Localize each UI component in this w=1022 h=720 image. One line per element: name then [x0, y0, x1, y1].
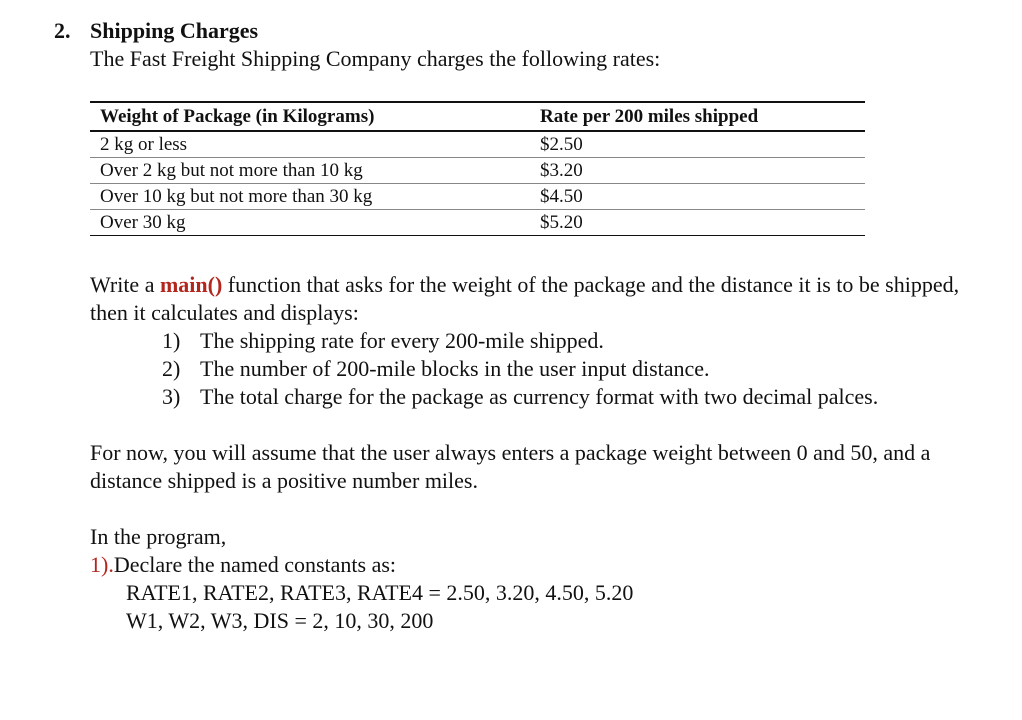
- header-weight: Weight of Package (in Kilograms): [100, 106, 375, 127]
- weight-cell: Over 10 kg but not more than 30 kg: [100, 186, 373, 207]
- program-intro: In the program,: [90, 524, 227, 549]
- weight-cell: 2 kg or less: [100, 134, 188, 155]
- list-item-text: The shipping rate for every 200-mile shipped.: [200, 328, 604, 353]
- rate-cell: $3.20: [540, 160, 583, 181]
- header-rate: Rate per 200 miles shipped: [540, 106, 759, 127]
- table-header-row: [90, 102, 865, 131]
- program-step: [90, 551, 396, 579]
- list-item-text: The number of 200-mile blocks in the user input distance.: [200, 356, 710, 381]
- step-number: 1).: [90, 552, 114, 577]
- rate-cell: $4.50: [540, 186, 583, 207]
- problem-number: 2.: [54, 18, 71, 43]
- weight-cell: Over 2 kg but not more than 10 kg: [100, 160, 363, 181]
- list-item-number: 3): [162, 384, 181, 409]
- table-row: [90, 184, 865, 210]
- problem-intro: The Fast Freight Shipping Company charges the following rates:: [90, 46, 661, 71]
- step-text: Declare the named constants as:: [113, 552, 397, 577]
- requirements-list: [162, 327, 878, 411]
- constants-weights: W1, W2, W3, DIS = 2, 10, 30, 200: [126, 608, 434, 633]
- task-text-post: function that asks for the weight of the package and the distance it is to be shipped, then it calculates and displays:: [90, 272, 960, 325]
- list-item-number: 2): [162, 356, 181, 381]
- problem-title: Shipping Charges: [90, 18, 259, 43]
- task-text-pre: Write a: [90, 272, 160, 297]
- table-row: [90, 131, 865, 158]
- list-item: [162, 383, 878, 411]
- assumption-paragraph: For now, you will assume that the user always enters a package weight between 0 and 50, and a distance shipped is a positive number miles.: [90, 440, 931, 493]
- problem-heading: [54, 18, 258, 44]
- task-paragraph: [90, 271, 980, 327]
- rate-cell: $5.20: [540, 212, 583, 233]
- list-item: [162, 327, 878, 355]
- table-row: [90, 210, 865, 236]
- constants-rates: RATE1, RATE2, RATE3, RATE4 = 2.50, 3.20, 4.50, 5.20: [126, 580, 634, 605]
- list-item-number: 1): [162, 328, 181, 353]
- list-item: [162, 355, 878, 383]
- table-row: [90, 158, 865, 184]
- weight-cell: Over 30 kg: [100, 212, 186, 233]
- main-function-name: main(): [159, 272, 223, 297]
- rate-table: [90, 101, 865, 236]
- rate-cell: $2.50: [540, 134, 583, 155]
- list-item-text: The total charge for the package as currency format with two decimal palces.: [200, 384, 879, 409]
